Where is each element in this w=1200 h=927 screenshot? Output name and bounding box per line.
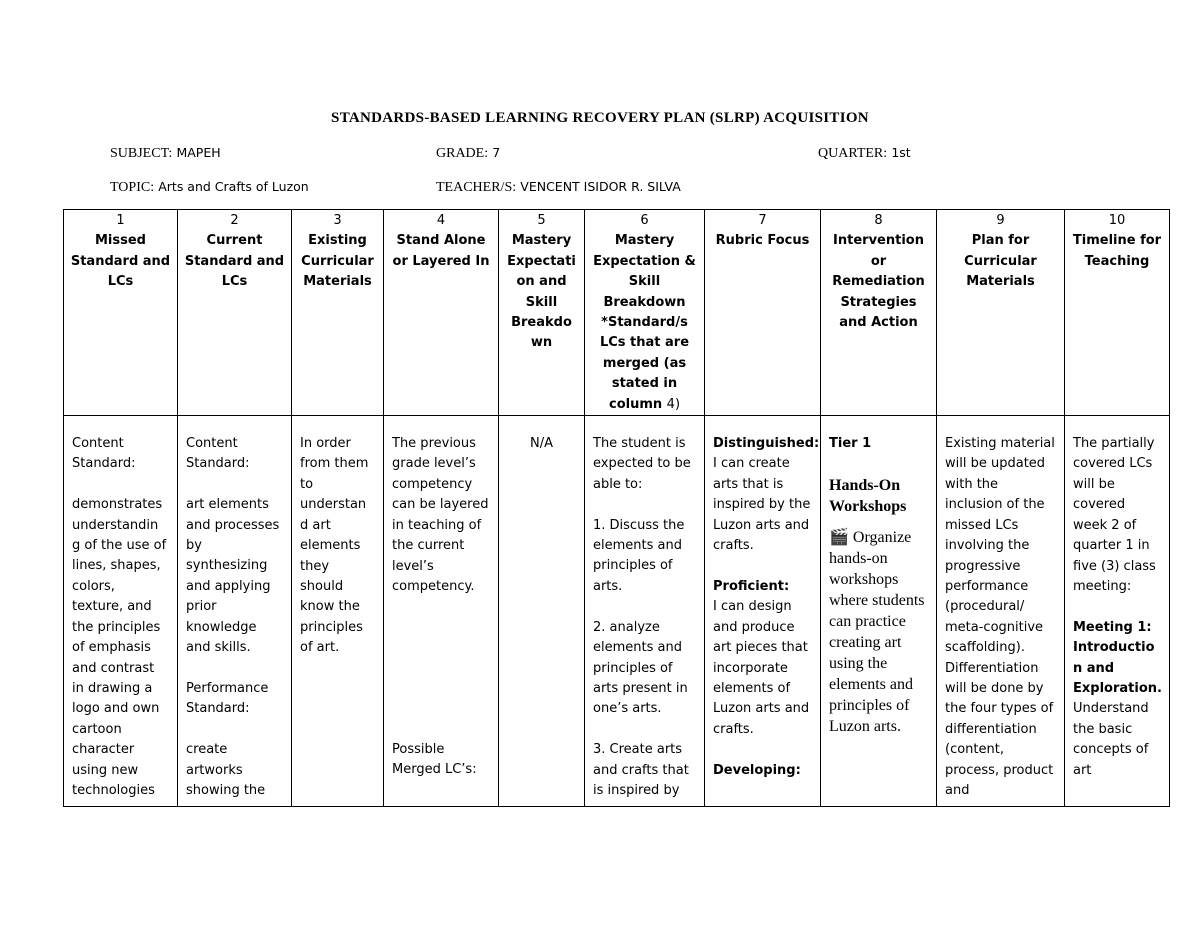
cell-timeline: The partially covered LCs will be covered week 2 of quarter 1 in five (3) class meeting: Meeting 1: Introductio n and Exploration. Understand the basic concepts of art (1065, 416, 1170, 807)
subject-value: MAPEH (176, 145, 221, 160)
grade-label: GRADE: (436, 146, 489, 161)
column-header: 7 Rubric Focus (705, 210, 821, 416)
grade-value: 7 (492, 145, 501, 160)
cell-intervention: Tier 1 Hands-On Workshops 🎬 Organize hands-on workshops where students can practice creating art using the elements and principles of Luzon arts. (821, 416, 937, 807)
cell-mastery-expectation: N/A (499, 416, 585, 807)
cell-skill-breakdown: The student is expected to be able to: 1. Discuss the elements and principles of arts. 2. analyze elements and principles of arts present in one’s arts. 3. Create arts and crafts that is inspired by (585, 416, 705, 807)
grade-line (436, 145, 500, 162)
teacher-value: VENCENT ISIDOR R. SILVA (520, 179, 681, 194)
table-row (64, 416, 1170, 807)
teacher-label: TEACHER/S: (436, 180, 517, 195)
column-header: 8 Intervention or Remediation Strategies and Action (821, 210, 937, 416)
cell-plan-materials: Existing material will be updated with the inclusion of the missed LCs involving the progressive performance (procedural/ meta-cognitive scaffolding). Differentiation will be done by the four types of differentiation (content, process, product and (937, 416, 1065, 807)
document-title: STANDARDS-BASED LEARNING RECOVERY PLAN (SLRP) ACQUISITION (331, 110, 869, 126)
subject-line (110, 145, 221, 162)
column-header: 1 Missed Standard and LCs (64, 210, 178, 416)
topic-line (110, 179, 309, 196)
quarter-line (818, 145, 911, 162)
cell-existing-materials: In order from them to understan d art elements they should know the principles of art. (292, 416, 384, 807)
header-row (64, 210, 1170, 416)
column-header: 2 Current Standard and LCs (178, 210, 292, 416)
column-header: 3 Existing Curricular Materials (292, 210, 384, 416)
cell-rubric-focus: Distinguished: I can create arts that is inspired by the Luzon arts and crafts. Proficient: I can design and produce art pieces that incorporate elements of Luzon arts and crafts. Developing: (705, 416, 821, 807)
column-header: 5 Mastery Expectati on and Skill Breakdo wn (499, 210, 585, 416)
recovery-plan-table (63, 209, 1170, 807)
column-header: 9 Plan for Curricular Materials (937, 210, 1065, 416)
teacher-line (436, 179, 681, 196)
topic-value: Arts and Crafts of Luzon (158, 179, 309, 194)
column-header: 4 Stand Alone or Layered In (384, 210, 499, 416)
cell-current-standard: Content Standard: art elements and processes by synthesizing and applying prior knowledge and skills. Performance Standard: create artworks showing the (178, 416, 292, 807)
column-header: 6 Mastery Expectation & Skill Breakdown *Standard/s LCs that are merged (as stated in column 4) (585, 210, 705, 416)
clapperboard-icon: 🎬 (829, 528, 849, 546)
cell-missed-standard: Content Standard: demonstrates understandin g of the use of lines, shapes, colors, texture, and the principles of emphasis and contrast in drawing a logo and own cartoon character using new technologies (64, 416, 178, 807)
cell-stand-alone-layered: The previous grade level’s competency can be layered in teaching of the current level’s competency. Possible Merged LC’s: (384, 416, 499, 807)
quarter-label: QUARTER: (818, 146, 888, 161)
subject-label: SUBJECT: (110, 146, 173, 161)
quarter-value: 1st (891, 145, 911, 160)
topic-label: TOPIC: (110, 180, 155, 195)
column-header: 10 Timeline for Teaching (1065, 210, 1170, 416)
